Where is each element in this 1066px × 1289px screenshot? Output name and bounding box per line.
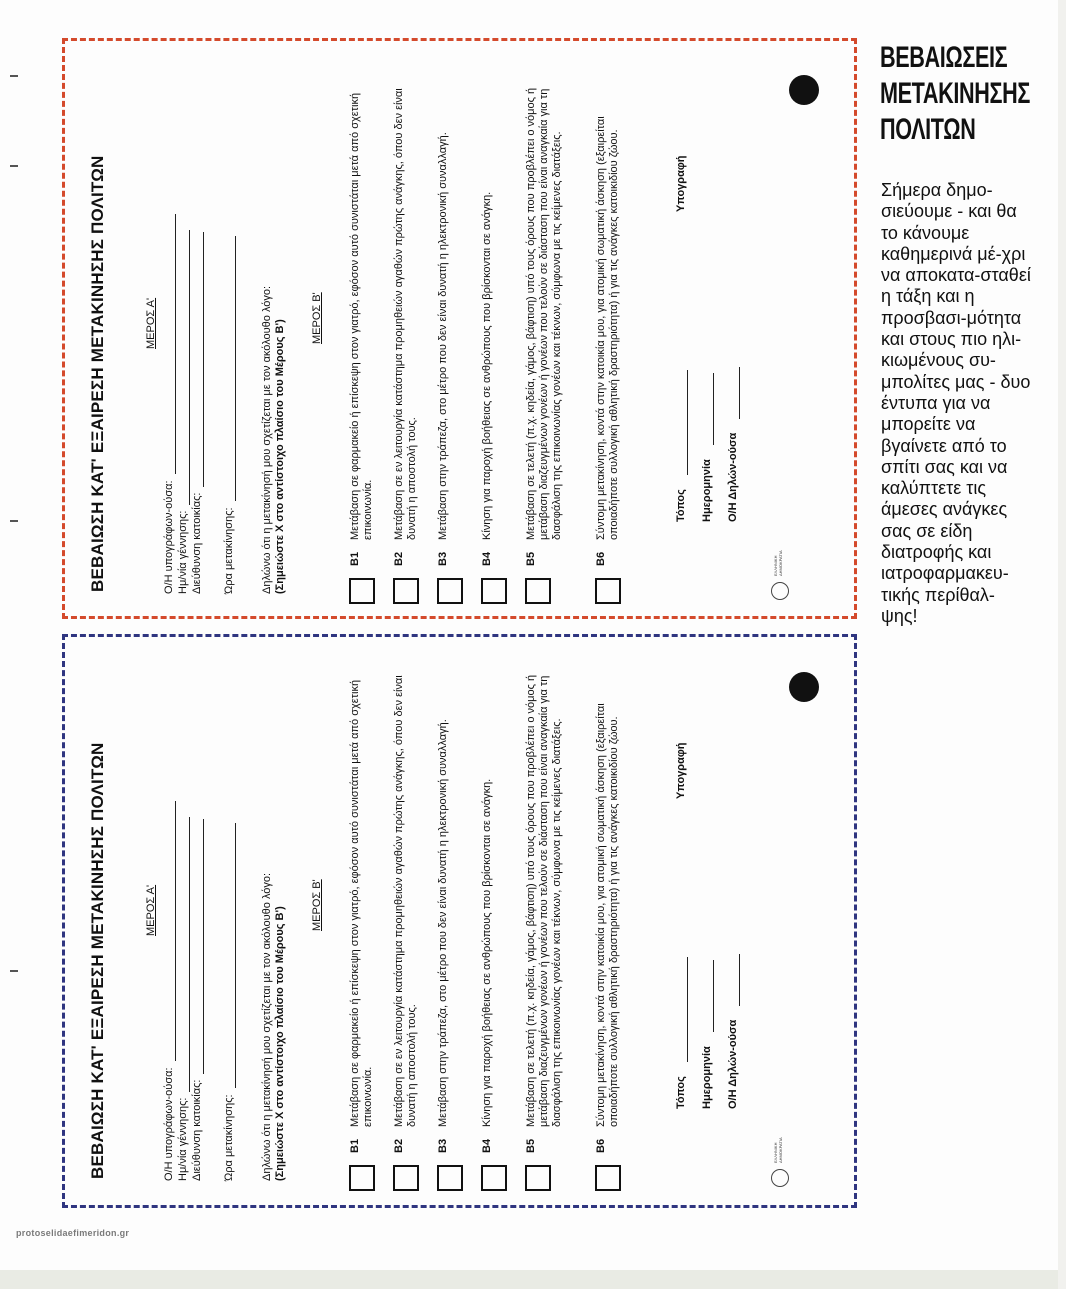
signature-label: Υπογραφή bbox=[675, 742, 687, 799]
option-code: Β5 bbox=[525, 551, 537, 566]
place-field[interactable] bbox=[675, 370, 688, 522]
time-field[interactable] bbox=[223, 823, 236, 1181]
time-field[interactable] bbox=[223, 236, 236, 594]
option-text: Κίνηση για παροχή βοήθειας σε ανθρώπους που βρίσκονται σε ανάγκη. bbox=[481, 778, 493, 1127]
date-line[interactable] bbox=[702, 373, 714, 445]
checkbox[interactable] bbox=[349, 1165, 375, 1191]
ministry-logo-icon bbox=[789, 672, 819, 702]
declarant-field[interactable] bbox=[727, 954, 740, 1109]
date-field[interactable] bbox=[701, 373, 714, 522]
option-code: Β1 bbox=[349, 1138, 361, 1153]
address-label: Διεύθυνση κατοικίας: bbox=[191, 492, 203, 594]
form-sheet bbox=[71, 644, 851, 1199]
option-code: Β2 bbox=[393, 1138, 405, 1153]
greek-emblem-icon bbox=[771, 1169, 789, 1187]
checkbox[interactable] bbox=[481, 578, 507, 604]
option-code: Β3 bbox=[437, 1138, 449, 1153]
option-text: Μετάβαση σε εν λειτουργία κατάστημα προμηθειών αγαθών πρώτης ανάγκης, όπου δεν είναι δυνατή η αποστολή τους. bbox=[393, 88, 418, 540]
checkbox[interactable] bbox=[481, 1165, 507, 1191]
article-body: Σήμερα δημο-σιεύουμε - και θα το κάνουμε καθημερινά μέ-χρι να αποκατα-σταθεί η τάξη και η προσβασι-μότητα και στους πιο ηλι-κιωμένους συ-μπολίτες μας - δυο έντυπα για να μπορείτε να βγαίνετε από το σπίτι σας και να καλύπτετε τις άμεσες ανάγκες σας σε είδη διατροφής και ιατροφαρμακευ-τικής περίθαλ-ψης! bbox=[881, 180, 1031, 626]
scan-mark bbox=[10, 520, 18, 522]
option-b5[interactable] bbox=[525, 64, 564, 604]
address-field[interactable] bbox=[191, 232, 204, 594]
signer-field[interactable] bbox=[163, 214, 176, 594]
option-text: Μετάβαση σε φαρμακείο ή επίσκεψη στον γιατρό, εφόσον αυτό συνιστάται μετά από σχετική επικοινωνία. bbox=[349, 679, 374, 1127]
time-label: Ώρα μετακίνησης: bbox=[223, 1094, 235, 1181]
birth-field[interactable] bbox=[177, 817, 190, 1181]
ministry-logo-icon bbox=[789, 75, 819, 105]
article-headline bbox=[880, 40, 1030, 148]
checkbox[interactable] bbox=[525, 1165, 551, 1191]
part-b-label: ΜΕΡΟΣ Β' bbox=[311, 292, 323, 344]
form-top-red bbox=[62, 38, 857, 619]
headline-line-2: ΜΕΤΑΚΙΝΗΣΗΣ bbox=[880, 77, 1030, 110]
option-b5[interactable] bbox=[525, 651, 564, 1191]
time-line[interactable] bbox=[224, 236, 236, 501]
option-code: Β4 bbox=[481, 1138, 493, 1153]
headline-line-1: ΒΕΒΑΙΩΣΕΙΣ bbox=[880, 41, 1008, 74]
option-b3[interactable] bbox=[437, 64, 463, 604]
option-code: Β4 bbox=[481, 551, 493, 566]
option-code: Β5 bbox=[525, 1138, 537, 1153]
signer-line[interactable] bbox=[164, 214, 176, 474]
page-bottom-strip bbox=[0, 1270, 1066, 1289]
address-line[interactable] bbox=[192, 819, 204, 1074]
time-line[interactable] bbox=[224, 823, 236, 1088]
declaration bbox=[261, 134, 287, 594]
declarant-label: Ο/Η Δηλών-ούσα bbox=[727, 1019, 739, 1109]
signer-label: Ο/Η υπογράφων-ούσα: bbox=[163, 480, 175, 594]
declarant-line[interactable] bbox=[728, 367, 740, 419]
signature-label: Υπογραφή bbox=[675, 155, 687, 212]
headline-line-3: ΠΟΛΙΤΩΝ bbox=[880, 113, 976, 146]
checkbox[interactable] bbox=[525, 578, 551, 604]
form-title: ΒΕΒΑΙΩΣΗ ΚΑΤ' ΕΞΑΙΡΕΣΗ ΜΕΤΑΚΙΝΗΣΗΣ ΠΟΛΙΤΩΝ bbox=[88, 742, 107, 1179]
declarant-label: Ο/Η Δηλών-ούσα bbox=[727, 432, 739, 522]
date-line[interactable] bbox=[702, 960, 714, 1032]
date-label: Ημερομηνία bbox=[701, 459, 713, 522]
checkbox[interactable] bbox=[437, 578, 463, 604]
option-text: Μετάβαση σε εν λειτουργία κατάστημα προμηθειών αγαθών πρώτης ανάγκης, όπου δεν είναι δυνατή η αποστολή τους. bbox=[393, 675, 418, 1127]
birth-field[interactable] bbox=[177, 230, 190, 594]
greek-emblem-icon bbox=[771, 582, 789, 600]
page-right-edge bbox=[1058, 0, 1066, 1289]
declaration-note: (Σημειώστε Χ στο αντίστοιχο πλαίσιο του Μέρους Β') bbox=[274, 319, 286, 594]
declarant-line[interactable] bbox=[728, 954, 740, 1006]
place-label: Τόπος bbox=[675, 1076, 687, 1109]
signer-label: Ο/Η υπογράφων-ούσα: bbox=[163, 1067, 175, 1181]
option-b4[interactable] bbox=[481, 64, 507, 604]
birth-line[interactable] bbox=[178, 817, 190, 1092]
address-label: Διεύθυνση κατοικίας: bbox=[191, 1079, 203, 1181]
place-field[interactable] bbox=[675, 957, 688, 1109]
part-b-label: ΜΕΡΟΣ Β' bbox=[311, 879, 323, 931]
site-watermark: protoselidaefimeridon.gr bbox=[16, 1228, 130, 1238]
gov-caption: ΕΛΛΗΝΙΚΗ ΔΗΜΟΚΡΑΤΙΑ bbox=[773, 550, 783, 576]
option-text: Μετάβαση στην τράπεζα, στο μέτρο που δεν είναι δυνατή η ηλεκτρονική συναλλαγή. bbox=[437, 719, 449, 1127]
time-label: Ώρα μετακίνησης: bbox=[223, 507, 235, 594]
gov-caption: ΕΛΛΗΝΙΚΗ ΔΗΜΟΚΡΑΤΙΑ bbox=[773, 1137, 783, 1163]
scan-mark bbox=[10, 165, 18, 167]
option-b6[interactable] bbox=[595, 651, 621, 1191]
birth-line[interactable] bbox=[178, 230, 190, 505]
address-field[interactable] bbox=[191, 819, 204, 1181]
scan-mark bbox=[10, 75, 18, 77]
checkbox[interactable] bbox=[349, 578, 375, 604]
scan-mark bbox=[10, 970, 18, 972]
date-field[interactable] bbox=[701, 960, 714, 1109]
form-bottom-blue bbox=[62, 634, 857, 1208]
signer-line[interactable] bbox=[164, 801, 176, 1061]
birth-label: Ημ/νία γέννησης: bbox=[177, 1097, 189, 1181]
date-label: Ημερομηνία bbox=[701, 1046, 713, 1109]
signer-field[interactable] bbox=[163, 801, 176, 1181]
checkbox[interactable] bbox=[595, 1165, 621, 1191]
option-text: Μετάβαση σε τελετή (π.χ. κηδεία, γάμος, βάφτιση) υπό τους όρους που προβλέπει ο νόμος ή μετάβαση διαζευγμένων γονέων ή γονέων που τελούν σε διάσταση που είναι αναγκαία για τη διασφάλιση της επικοινωνίας γονέων και τέκνων, σύμφωνα με τις κείμενες διατάξεις. bbox=[525, 674, 563, 1127]
form-sheet bbox=[71, 47, 851, 612]
option-text: Κίνηση για παροχή βοήθειας σε ανθρώπους που βρίσκονται σε ανάγκη. bbox=[481, 191, 493, 540]
option-b4[interactable] bbox=[481, 651, 507, 1191]
part-a-label: ΜΕΡΟΣ Α' bbox=[145, 297, 157, 349]
place-label: Τόπος bbox=[675, 489, 687, 522]
option-code: Β6 bbox=[595, 551, 607, 566]
declaration-text: Δηλώνω ότι η μετακίνησή μου σχετίζεται με τον ακόλουθο λόγο: bbox=[261, 285, 273, 594]
checkbox[interactable] bbox=[393, 1165, 419, 1191]
place-line[interactable] bbox=[676, 370, 688, 475]
option-text: Μετάβαση σε τελετή (π.χ. κηδεία, γάμος, βάφτιση) υπό τους όρους που προβλέπει ο νόμος ή μετάβαση διαζευγμένων γονέων ή γονέων που τελούν σε διάσταση που είναι αναγκαία για τη διασφάλιση της επικοινωνίας γονέων και τέκνων, σύμφωνα με τις κείμενες διατάξεις. bbox=[525, 87, 563, 540]
option-code: Β1 bbox=[349, 551, 361, 566]
option-b2[interactable] bbox=[393, 651, 419, 1191]
declaration-text: Δηλώνω ότι η μετακίνησή μου σχετίζεται με τον ακόλουθο λόγο: bbox=[261, 872, 273, 1181]
option-text: Μετάβαση στην τράπεζα, στο μέτρο που δεν είναι δυνατή η ηλεκτρονική συναλλαγή. bbox=[437, 132, 449, 540]
option-code: Β6 bbox=[595, 1138, 607, 1153]
option-b1[interactable] bbox=[349, 64, 375, 604]
declaration bbox=[261, 721, 287, 1181]
declaration-note: (Σημειώστε Χ στο αντίστοιχο πλαίσιο του Μέρους Β') bbox=[274, 906, 286, 1181]
checkbox[interactable] bbox=[437, 1165, 463, 1191]
option-b1[interactable] bbox=[349, 651, 375, 1191]
option-b6[interactable] bbox=[595, 64, 621, 604]
form-title: ΒΕΒΑΙΩΣΗ ΚΑΤ' ΕΞΑΙΡΕΣΗ ΜΕΤΑΚΙΝΗΣΗΣ ΠΟΛΙΤΩΝ bbox=[88, 155, 107, 592]
option-text: Μετάβαση σε φαρμακείο ή επίσκεψη στον γιατρό, εφόσον αυτό συνιστάται μετά από σχετική επικοινωνία. bbox=[349, 92, 374, 540]
part-a-label: ΜΕΡΟΣ Α' bbox=[145, 884, 157, 936]
birth-label: Ημ/νία γέννησης: bbox=[177, 510, 189, 594]
option-code: Β3 bbox=[437, 551, 449, 566]
option-code: Β2 bbox=[393, 551, 405, 566]
address-line[interactable] bbox=[192, 232, 204, 487]
place-line[interactable] bbox=[676, 957, 688, 1062]
checkbox[interactable] bbox=[393, 578, 419, 604]
declarant-field[interactable] bbox=[727, 367, 740, 522]
checkbox[interactable] bbox=[595, 578, 621, 604]
option-b3[interactable] bbox=[437, 651, 463, 1191]
option-text: Σύντομη μετακίνηση, κοντά στην κατοικία μου, για ατομική σωματική άσκηση (εξαιρείται οποιαδήποτε συλλογική αθλητική δραστηριότητα) ή για τις ανάγκες κατοικιδίου ζώου. bbox=[595, 116, 620, 540]
option-b2[interactable] bbox=[393, 64, 419, 604]
option-text: Σύντομη μετακίνηση, κοντά στην κατοικία μου, για ατομική σωματική άσκηση (εξαιρείται οποιαδήποτε συλλογική αθλητική δραστηριότητα) ή για τις ανάγκες κατοικιδίου ζώου. bbox=[595, 703, 620, 1127]
